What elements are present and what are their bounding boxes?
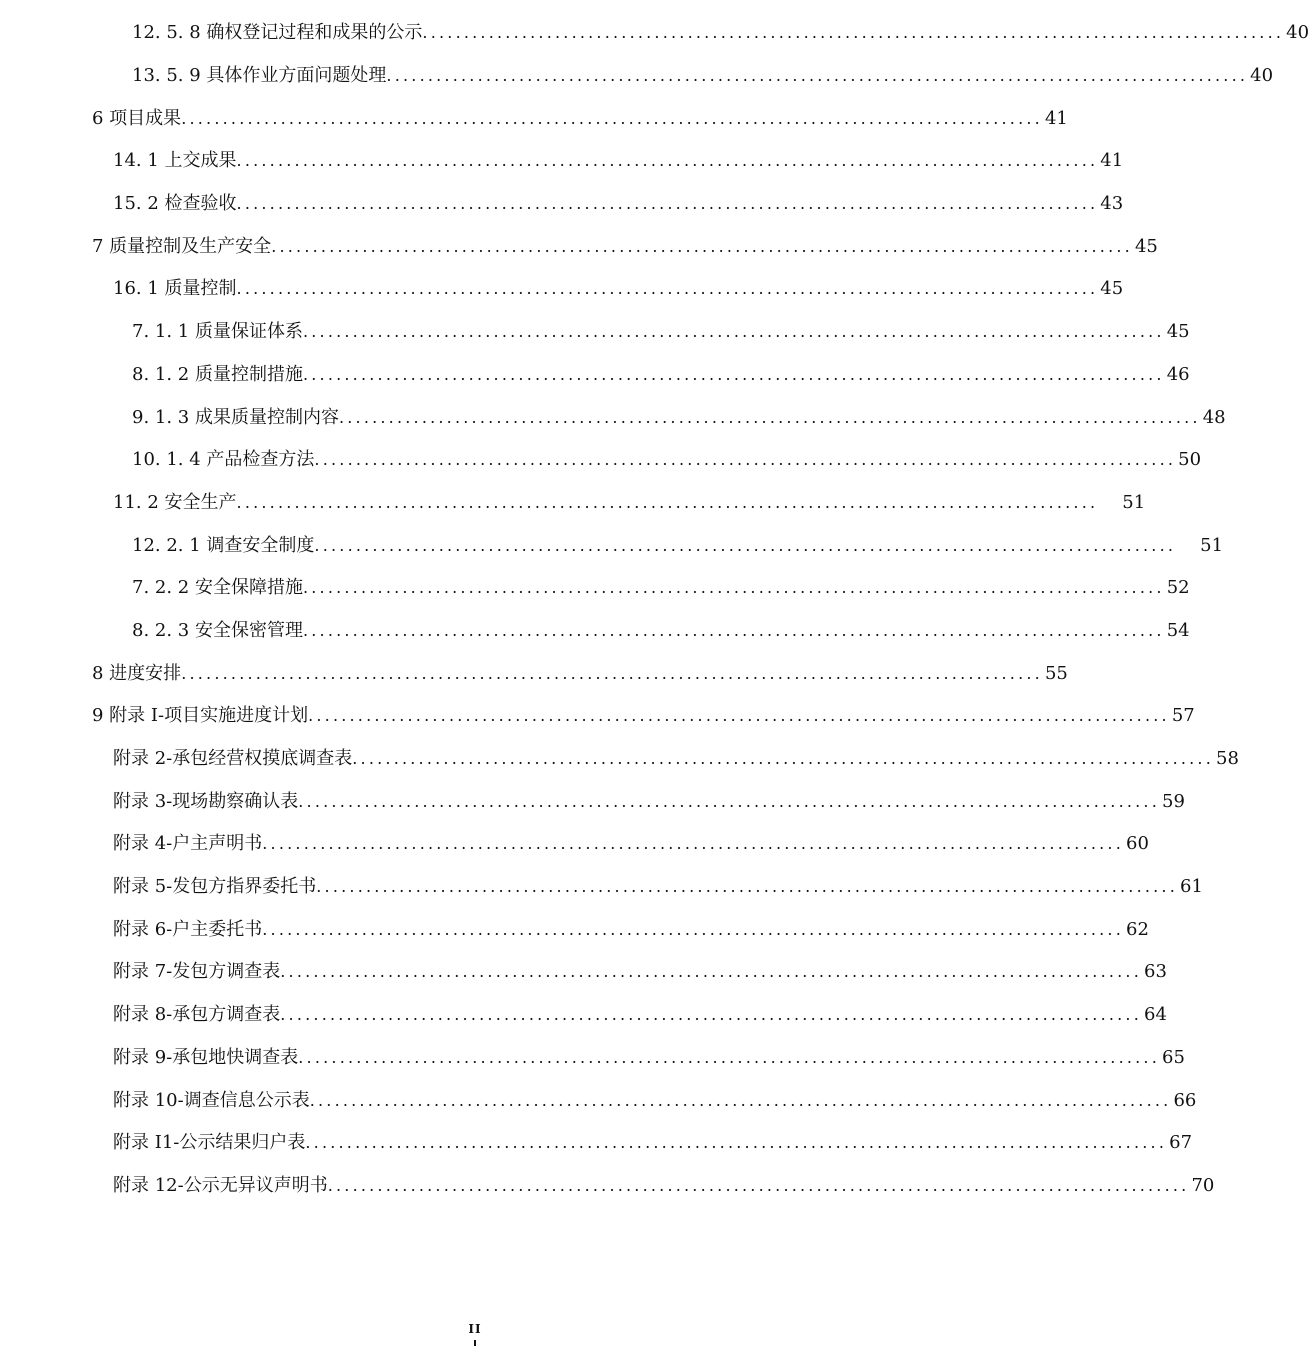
toc-page-number: 61 — [1180, 876, 1203, 898]
dot-leader: ........................................................................................................ — [338, 407, 1201, 427]
dot-leader: ........................................................................................................ — [262, 834, 1125, 854]
toc-entry[interactable] — [0, 994, 1167, 1037]
toc-entry-text: 8. 1. 2 质量控制措施 — [132, 363, 303, 385]
toc-page-number: 66 — [1173, 1089, 1197, 1111]
toc-page-number: 65 — [1162, 1046, 1185, 1068]
toc-entry[interactable] — [0, 268, 1124, 311]
toc-entry[interactable] — [0, 482, 1146, 525]
dot-leader: ........................................................................................................ — [236, 492, 1099, 512]
dot-leader: ........................................................................................................ — [181, 108, 1043, 128]
toc-page-number: 55 — [1044, 662, 1068, 684]
dot-leader: ........................................................................................................ — [327, 1175, 1190, 1195]
toc-page-number: 51 — [1200, 534, 1224, 556]
toc-entry-text: 15. 2 检查验收 — [113, 193, 237, 215]
toc-page-number: 52 — [1166, 577, 1190, 599]
toc-entry[interactable] — [0, 951, 1167, 994]
toc-entry[interactable] — [0, 1122, 1193, 1165]
dot-leader: ........................................................................................................ — [298, 791, 1161, 811]
toc-entry[interactable] — [0, 652, 1068, 695]
toc-entry[interactable] — [0, 140, 1124, 183]
toc-entry[interactable] — [0, 695, 1195, 738]
toc-page-number: 57 — [1171, 705, 1195, 727]
toc-entry[interactable] — [0, 439, 1202, 482]
toc-page-number: 46 — [1166, 363, 1190, 385]
dot-leader: ........................................................................................................ — [280, 962, 1143, 982]
toc-page-number: 41 — [1044, 107, 1068, 129]
toc-page-number: 45 — [1166, 321, 1190, 343]
toc-page-number: 50 — [1178, 449, 1202, 471]
dot-leader: ........................................................................................................ — [236, 194, 1099, 214]
toc-entry[interactable] — [0, 738, 1239, 781]
toc-entry[interactable] — [0, 1079, 1197, 1122]
toc-entry-text: 6 项目成果 — [92, 107, 182, 129]
footer-tick-mark — [474, 1340, 476, 1346]
toc-entry-text: 7. 1. 1 质量保证体系 — [132, 321, 303, 343]
dot-leader: ........................................................................................................ — [236, 279, 1099, 299]
dot-leader: ........................................................................................................ — [314, 450, 1177, 470]
dot-leader: ........................................................................................................ — [236, 151, 1099, 171]
toc-entry-text: 9 附录 I-项目实施进度计划 — [92, 705, 309, 727]
dot-leader: ........................................................................................................ — [302, 322, 1165, 342]
dot-leader: ........................................................................................................ — [316, 877, 1179, 897]
toc-entry-text: 13. 5. 9 具体作业方面问题处理 — [132, 65, 387, 87]
toc-page-number: 54 — [1166, 619, 1190, 641]
toc-entry[interactable] — [0, 1165, 1215, 1208]
toc-page-number: 59 — [1162, 790, 1185, 812]
toc-entry[interactable] — [0, 225, 1158, 268]
toc-page-number: 67 — [1169, 1132, 1193, 1154]
dot-leader: ........................................................................................................ — [302, 578, 1165, 598]
dot-leader: ........................................................................................................ — [309, 1090, 1172, 1110]
toc-entry-text: 16. 1 质量控制 — [113, 278, 237, 300]
toc-page-number: 58 — [1216, 748, 1239, 770]
toc-page-number: 62 — [1126, 918, 1149, 940]
toc-entry-text: 7 质量控制及生产安全 — [92, 235, 272, 257]
footer-page-number: II — [468, 1322, 482, 1336]
toc-page-number: 63 — [1144, 961, 1167, 983]
toc-entry-text: 14. 1 上交成果 — [113, 150, 237, 172]
toc-page-number: 40 — [1286, 22, 1309, 44]
toc-entry[interactable] — [0, 97, 1068, 140]
toc-entry[interactable] — [0, 55, 1274, 98]
toc-entry-text: 附录 10-调查信息公示表 — [113, 1089, 310, 1111]
toc-entry[interactable] — [0, 866, 1203, 909]
dot-leader: ........................................................................................................ — [262, 919, 1125, 939]
toc-entry[interactable] — [0, 1037, 1185, 1080]
toc-entry-text: 11. 2 安全生产 — [113, 491, 237, 513]
toc-entry[interactable] — [0, 396, 1226, 439]
toc-entry-text: 附录 3-现场勘察确认表 — [113, 790, 299, 812]
dot-leader: ........................................................................................................ — [422, 23, 1285, 43]
toc-entry-text: 附录 2-承包经营权摸底调查表 — [113, 748, 353, 770]
toc-page-number: 64 — [1144, 1004, 1167, 1026]
toc-entry[interactable] — [0, 12, 1309, 55]
table-of-contents — [0, 12, 1309, 1207]
dot-leader: ........................................................................................................ — [280, 1005, 1143, 1025]
toc-entry-text: 7. 2. 2 安全保障措施 — [132, 577, 303, 599]
toc-entry-text: 附录 6-户主委托书 — [113, 918, 263, 940]
toc-entry[interactable] — [0, 311, 1190, 354]
toc-entry-text: 附录 4-户主声明书 — [113, 833, 263, 855]
toc-entry[interactable] — [0, 524, 1224, 567]
toc-entry-text: 12. 2. 1 调查安全制度 — [132, 534, 315, 556]
dot-leader: ........................................................................................................ — [314, 535, 1177, 555]
toc-entry-text: 10. 1. 4 产品检查方法 — [132, 449, 315, 471]
toc-page-number: 43 — [1100, 193, 1124, 215]
toc-page-number: 48 — [1202, 406, 1226, 428]
toc-entry[interactable] — [0, 780, 1185, 823]
dot-leader: ........................................................................................................ — [352, 749, 1215, 769]
dot-leader: ........................................................................................................ — [308, 706, 1170, 726]
toc-page-number: 45 — [1134, 235, 1158, 257]
toc-entry-text: 附录 8-承包方调查表 — [113, 1004, 281, 1026]
toc-entry-text: 8 进度安排 — [92, 662, 182, 684]
toc-entry-text: 12. 5. 8 确权登记过程和成果的公示 — [132, 22, 423, 44]
toc-entry-text: 附录 7-发包方调查表 — [113, 961, 281, 983]
dot-leader: ........................................................................................................ — [181, 663, 1043, 683]
toc-entry-text: 附录 9-承包地快调查表 — [113, 1046, 299, 1068]
toc-entry-text: 附录 I1-公示结果归户表 — [113, 1132, 306, 1154]
toc-page-number: 40 — [1250, 65, 1274, 87]
dot-leader: ........................................................................................................ — [271, 236, 1133, 256]
dot-leader: ........................................................................................................ — [302, 364, 1165, 384]
toc-entry-text: 8. 2. 3 安全保密管理 — [132, 619, 303, 641]
toc-page-number: 60 — [1126, 833, 1149, 855]
toc-entry[interactable] — [0, 610, 1190, 653]
toc-entry[interactable] — [0, 567, 1190, 610]
toc-page-number: 41 — [1100, 150, 1124, 172]
toc-page-number: 70 — [1191, 1174, 1215, 1196]
toc-page-number: 51 — [1122, 491, 1146, 513]
dot-leader: ........................................................................................................ — [298, 1047, 1161, 1067]
toc-entry-text: 附录 12-公示无异议声明书 — [113, 1174, 328, 1196]
toc-entry[interactable] — [0, 908, 1149, 951]
dot-leader: ........................................................................................................ — [305, 1133, 1168, 1153]
toc-entry[interactable] — [0, 823, 1149, 866]
dot-leader: ........................................................................................................ — [386, 66, 1249, 86]
toc-entry[interactable] — [0, 183, 1124, 226]
toc-entry-text: 附录 5-发包方指界委托书 — [113, 876, 317, 898]
toc-entry-text: 9. 1. 3 成果质量控制内容 — [132, 406, 339, 428]
dot-leader: ........................................................................................................ — [302, 620, 1165, 640]
toc-page-number: 45 — [1100, 278, 1124, 300]
toc-entry[interactable] — [0, 354, 1190, 397]
